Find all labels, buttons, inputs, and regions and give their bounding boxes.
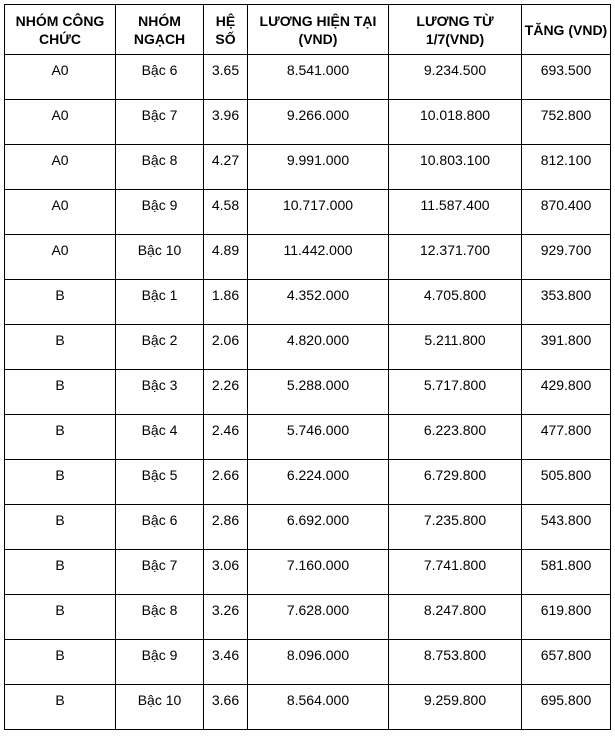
- cell-coefficient: 3.46: [204, 640, 248, 685]
- table-header-row: [5, 5, 611, 55]
- cell-coefficient: 1.86: [204, 280, 248, 325]
- table-row: [5, 505, 611, 550]
- cell-group: B: [5, 280, 116, 325]
- cell-group: B: [5, 550, 116, 595]
- table-row: [5, 325, 611, 370]
- header-salary-from-july: LƯƠNG TỪ 1/7(VND): [389, 5, 522, 55]
- cell-group: B: [5, 370, 116, 415]
- table-row: [5, 640, 611, 685]
- salary-table: [4, 4, 611, 730]
- cell-increase: 429.800: [522, 370, 611, 415]
- cell-group: B: [5, 505, 116, 550]
- cell-current-salary: 9.266.000: [248, 100, 389, 145]
- cell-current-salary: 4.820.000: [248, 325, 389, 370]
- cell-group: B: [5, 415, 116, 460]
- cell-group: A0: [5, 190, 116, 235]
- cell-current-salary: 7.160.000: [248, 550, 389, 595]
- cell-increase: 505.800: [522, 460, 611, 505]
- cell-coefficient: 3.96: [204, 100, 248, 145]
- cell-coefficient: 3.66: [204, 685, 248, 730]
- cell-coefficient: 3.06: [204, 550, 248, 595]
- cell-current-salary: 4.352.000: [248, 280, 389, 325]
- cell-current-salary: 9.991.000: [248, 145, 389, 190]
- cell-increase: 752.800: [522, 100, 611, 145]
- cell-new-salary: 7.741.800: [389, 550, 522, 595]
- cell-current-salary: 10.717.000: [248, 190, 389, 235]
- table-row: [5, 235, 611, 280]
- cell-grade: Bậc 7: [116, 550, 204, 595]
- table-row: [5, 280, 611, 325]
- cell-grade: Bậc 3: [116, 370, 204, 415]
- cell-grade: Bậc 9: [116, 640, 204, 685]
- cell-new-salary: 10.018.800: [389, 100, 522, 145]
- header-coefficient: HỆ SỐ: [204, 5, 248, 55]
- cell-increase: 391.800: [522, 325, 611, 370]
- cell-new-salary: 4.705.800: [389, 280, 522, 325]
- cell-grade: Bậc 6: [116, 505, 204, 550]
- cell-grade: Bậc 2: [116, 325, 204, 370]
- table-row: [5, 685, 611, 730]
- cell-coefficient: 2.46: [204, 415, 248, 460]
- cell-new-salary: 8.247.800: [389, 595, 522, 640]
- table-row: [5, 55, 611, 100]
- cell-new-salary: 9.234.500: [389, 55, 522, 100]
- cell-grade: Bậc 5: [116, 460, 204, 505]
- table-row: [5, 100, 611, 145]
- cell-group: B: [5, 640, 116, 685]
- cell-grade: Bậc 4: [116, 415, 204, 460]
- cell-new-salary: 9.259.800: [389, 685, 522, 730]
- cell-group: A0: [5, 235, 116, 280]
- cell-increase: 543.800: [522, 505, 611, 550]
- table-row: [5, 460, 611, 505]
- cell-grade: Bậc 8: [116, 145, 204, 190]
- cell-coefficient: 4.27: [204, 145, 248, 190]
- cell-grade: Bậc 8: [116, 595, 204, 640]
- cell-coefficient: 2.06: [204, 325, 248, 370]
- salary-table-container: [4, 4, 611, 730]
- cell-group: A0: [5, 145, 116, 190]
- cell-new-salary: 7.235.800: [389, 505, 522, 550]
- cell-grade: Bậc 10: [116, 235, 204, 280]
- cell-grade: Bậc 10: [116, 685, 204, 730]
- cell-new-salary: 6.729.800: [389, 460, 522, 505]
- header-current-salary: LƯƠNG HIỆN TẠI (VND): [248, 5, 389, 55]
- cell-current-salary: 8.541.000: [248, 55, 389, 100]
- cell-increase: 870.400: [522, 190, 611, 235]
- cell-new-salary: 10.803.100: [389, 145, 522, 190]
- cell-coefficient: 2.66: [204, 460, 248, 505]
- table-row: [5, 145, 611, 190]
- header-grade-group: NHÓM NGẠCH: [116, 5, 204, 55]
- cell-current-salary: 6.224.000: [248, 460, 389, 505]
- cell-current-salary: 6.692.000: [248, 505, 389, 550]
- cell-coefficient: 2.86: [204, 505, 248, 550]
- cell-new-salary: 6.223.800: [389, 415, 522, 460]
- cell-new-salary: 12.371.700: [389, 235, 522, 280]
- cell-increase: 693.500: [522, 55, 611, 100]
- cell-increase: 581.800: [522, 550, 611, 595]
- table-row: [5, 550, 611, 595]
- cell-new-salary: 8.753.800: [389, 640, 522, 685]
- cell-increase: 657.800: [522, 640, 611, 685]
- cell-increase: 353.800: [522, 280, 611, 325]
- cell-increase: 695.800: [522, 685, 611, 730]
- cell-current-salary: 8.564.000: [248, 685, 389, 730]
- cell-group: B: [5, 325, 116, 370]
- cell-coefficient: 4.89: [204, 235, 248, 280]
- cell-current-salary: 8.096.000: [248, 640, 389, 685]
- table-row: [5, 595, 611, 640]
- cell-coefficient: 3.26: [204, 595, 248, 640]
- table-row: [5, 370, 611, 415]
- cell-grade: Bậc 1: [116, 280, 204, 325]
- cell-increase: 929.700: [522, 235, 611, 280]
- cell-current-salary: 11.442.000: [248, 235, 389, 280]
- cell-group: B: [5, 460, 116, 505]
- cell-current-salary: 5.746.000: [248, 415, 389, 460]
- cell-group: A0: [5, 55, 116, 100]
- cell-new-salary: 5.717.800: [389, 370, 522, 415]
- cell-grade: Bậc 7: [116, 100, 204, 145]
- cell-group: B: [5, 685, 116, 730]
- table-row: [5, 190, 611, 235]
- cell-coefficient: 4.58: [204, 190, 248, 235]
- cell-group: A0: [5, 100, 116, 145]
- cell-coefficient: 2.26: [204, 370, 248, 415]
- cell-increase: 619.800: [522, 595, 611, 640]
- header-civil-servant-group: NHÓM CÔNG CHỨC: [5, 5, 116, 55]
- table-body: [5, 55, 611, 730]
- cell-current-salary: 5.288.000: [248, 370, 389, 415]
- cell-new-salary: 11.587.400: [389, 190, 522, 235]
- cell-new-salary: 5.211.800: [389, 325, 522, 370]
- header-increase: TĂNG (VND): [522, 5, 611, 55]
- cell-increase: 812.100: [522, 145, 611, 190]
- cell-grade: Bậc 6: [116, 55, 204, 100]
- cell-group: B: [5, 595, 116, 640]
- cell-current-salary: 7.628.000: [248, 595, 389, 640]
- table-row: [5, 415, 611, 460]
- cell-coefficient: 3.65: [204, 55, 248, 100]
- cell-grade: Bậc 9: [116, 190, 204, 235]
- cell-increase: 477.800: [522, 415, 611, 460]
